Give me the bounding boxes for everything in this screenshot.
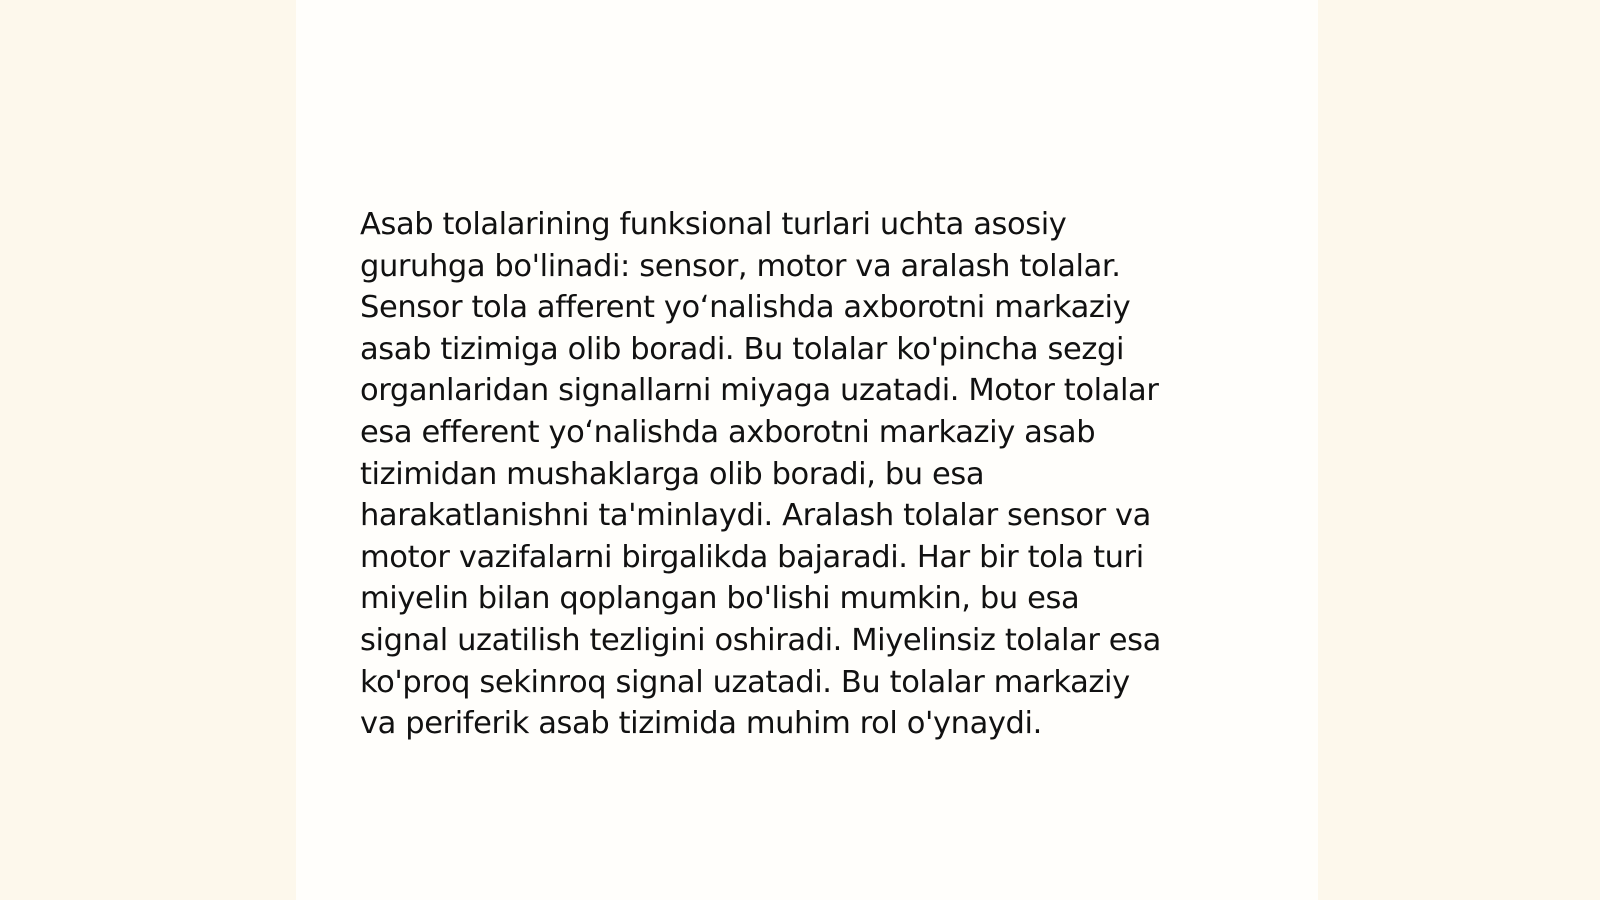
paragraph-line: signal uzatilish tezligini oshiradi. Miyelinsiz tolalar esa: [360, 622, 1161, 658]
paragraph-line: organlaridan signallarni miyaga uzatadi. Motor tolalar: [360, 373, 1159, 409]
paragraph-line: va periferik asab tizimida muhim rol o'ynaydi.: [360, 706, 1042, 742]
paragraph-line: esa efferent yo‘nalishda axborotni markaziy asab: [360, 414, 1096, 450]
document-page: [296, 0, 1318, 900]
paragraph-line: Sensor tola afferent yo‘nalishda axborotni markaziy: [360, 290, 1131, 326]
paragraph-line: harakatlanishni ta'minlaydi. Aralash tolalar sensor va: [360, 498, 1151, 534]
paragraph-line: Asab tolalarining funksional turlari uchta asosiy: [360, 207, 1067, 242]
paragraph-line: miyelin bilan qoplangan bo'lishi mumkin, bu esa: [360, 581, 1080, 617]
paragraph-line: asab tizimiga olib boradi. Bu tolalar ko'pincha sezgi: [360, 331, 1125, 367]
paragraph-line: tizimidan mushaklarga olib boradi, bu esa: [360, 456, 985, 492]
paragraph-line: ko'proq sekinroq signal uzatadi. Bu tolalar markaziy: [360, 664, 1130, 700]
paragraph-line: guruhga bo'linadi: sensor, motor va aralash tolalar.: [360, 248, 1121, 284]
paragraph-line: motor vazifalarni birgalikda bajaradi. Har bir tola turi: [360, 539, 1144, 575]
body-paragraph: [360, 204, 1260, 745]
